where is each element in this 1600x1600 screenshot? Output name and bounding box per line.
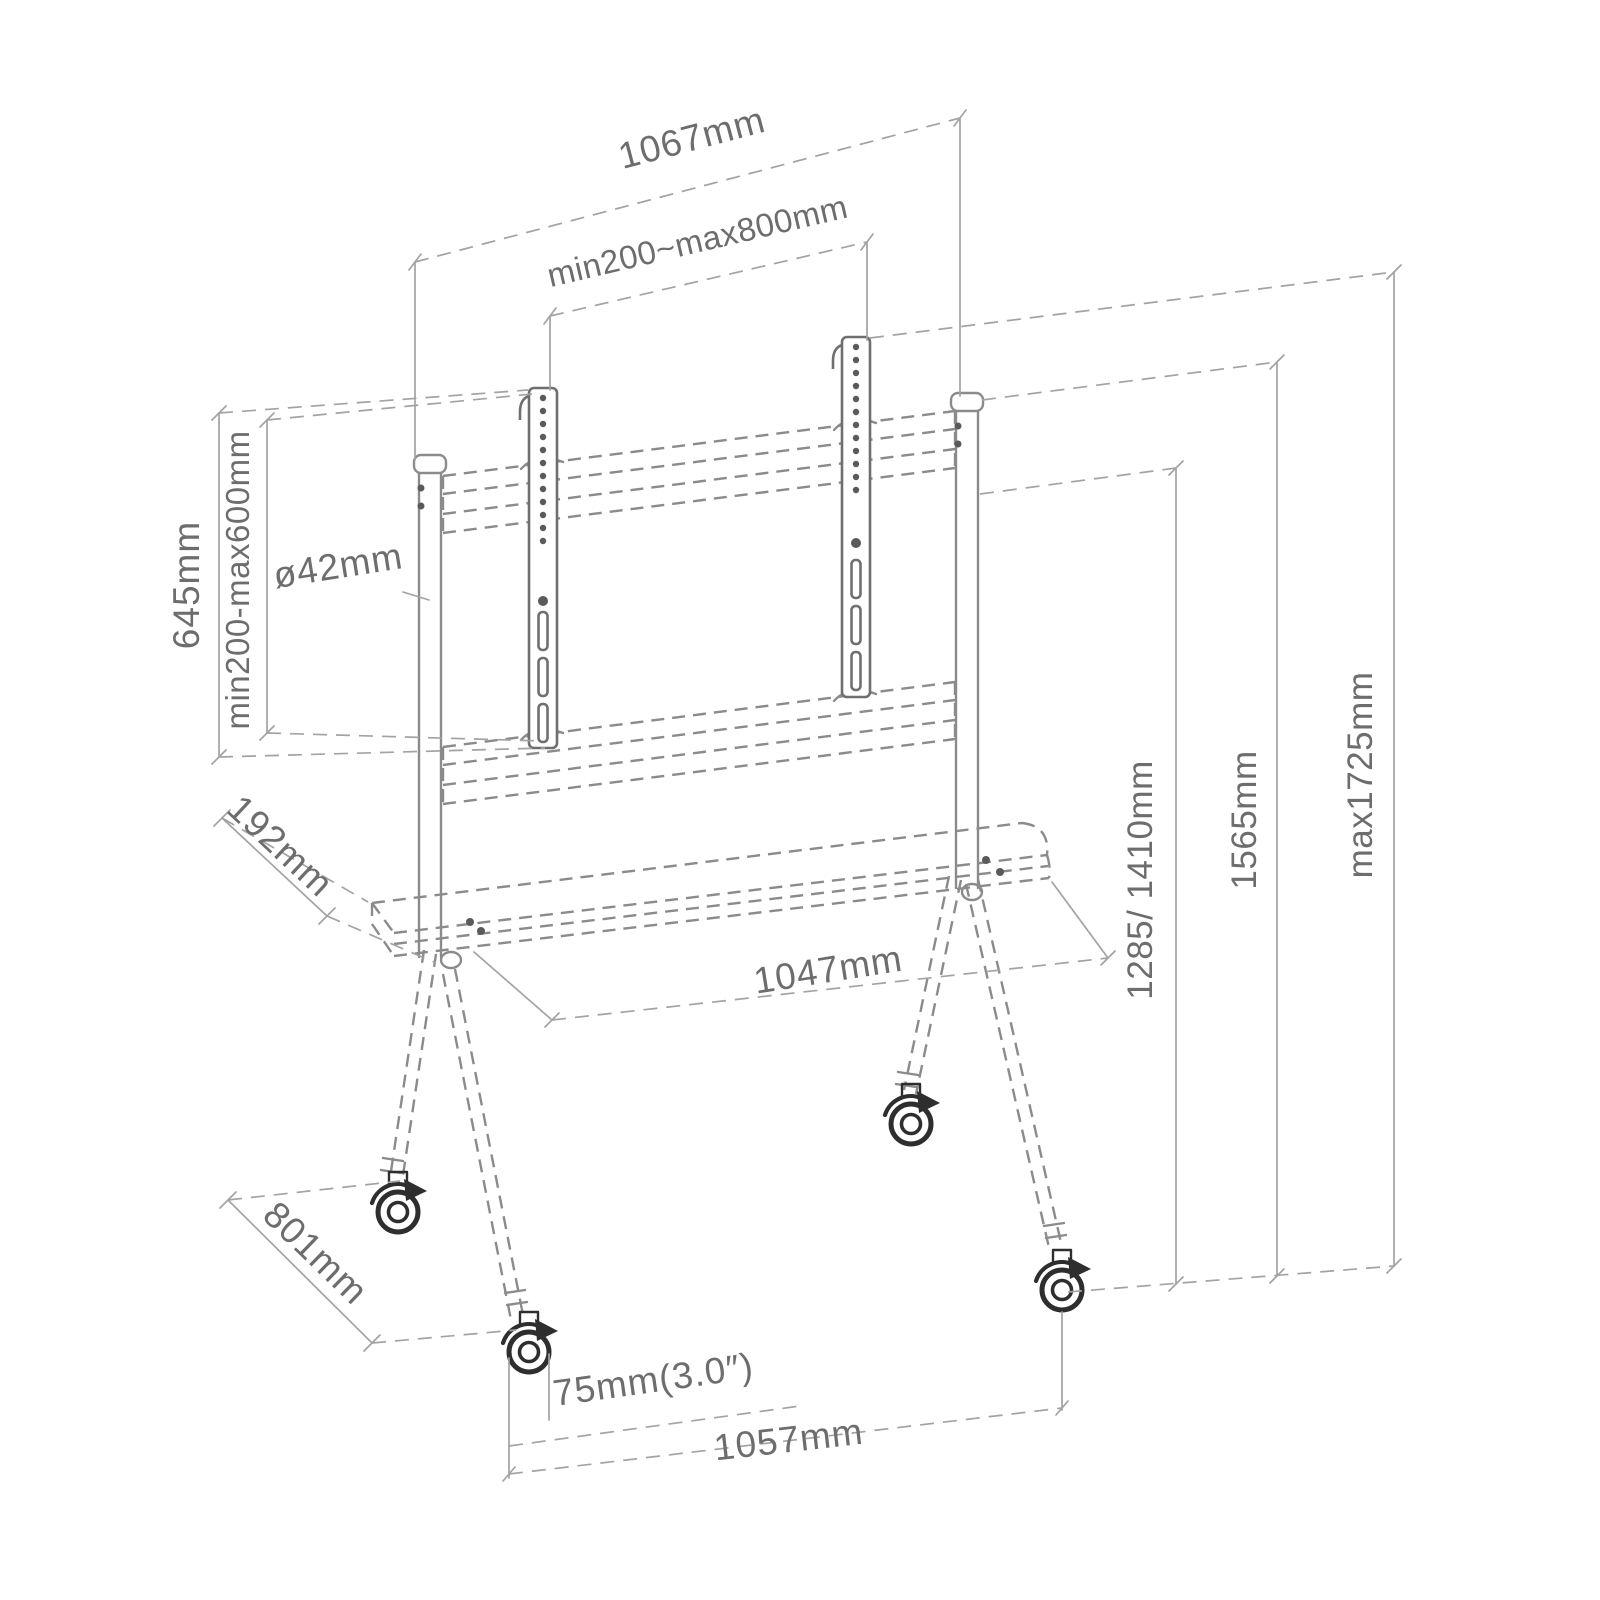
stand-structure	[372, 337, 1091, 1372]
left-vesa-bracket	[520, 388, 557, 748]
label-base-depth: 801mm	[255, 1193, 377, 1313]
right-pole	[951, 393, 983, 900]
label-display-mount-height: 1285/ 1410mm	[1121, 760, 1160, 1000]
upper-rail	[443, 411, 955, 533]
rear-left-leg	[381, 950, 436, 1182]
shelf	[372, 823, 1050, 956]
dimension-lines	[212, 110, 1401, 1481]
label-base-width: 1057mm	[711, 1410, 866, 1469]
front-right-caster	[1036, 1250, 1091, 1310]
label-caster-diameter: 75mm(3.0″)	[550, 1345, 757, 1414]
label-pole-top-height: 1565mm	[1225, 750, 1264, 890]
right-vesa-bracket	[833, 337, 870, 697]
rear-right-leg	[896, 876, 961, 1094]
lower-rail	[443, 682, 955, 804]
label-vesa-width-range: min200~max800mm	[543, 187, 852, 294]
dimension-labels	[166, 99, 1380, 1468]
dim-top-width	[409, 110, 966, 460]
label-top-width: 1067mm	[614, 98, 770, 177]
label-max-overall-height: max1725mm	[1341, 671, 1380, 879]
label-bracket-height: 645mm	[166, 520, 207, 650]
label-vesa-height-range: min200-max600mm	[219, 430, 256, 730]
dim-pole-diameter	[403, 592, 429, 600]
label-shelf-depth: 192mm	[219, 787, 342, 905]
front-right-leg	[966, 879, 1066, 1252]
floor-line	[1068, 1266, 1394, 1292]
label-pole-diameter: ø42mm	[270, 535, 406, 597]
front-left-leg	[443, 969, 527, 1320]
rear-right-caster	[885, 1084, 940, 1144]
label-shelf-width: 1047mm	[750, 937, 906, 1002]
dim-base-depth	[220, 1181, 516, 1351]
